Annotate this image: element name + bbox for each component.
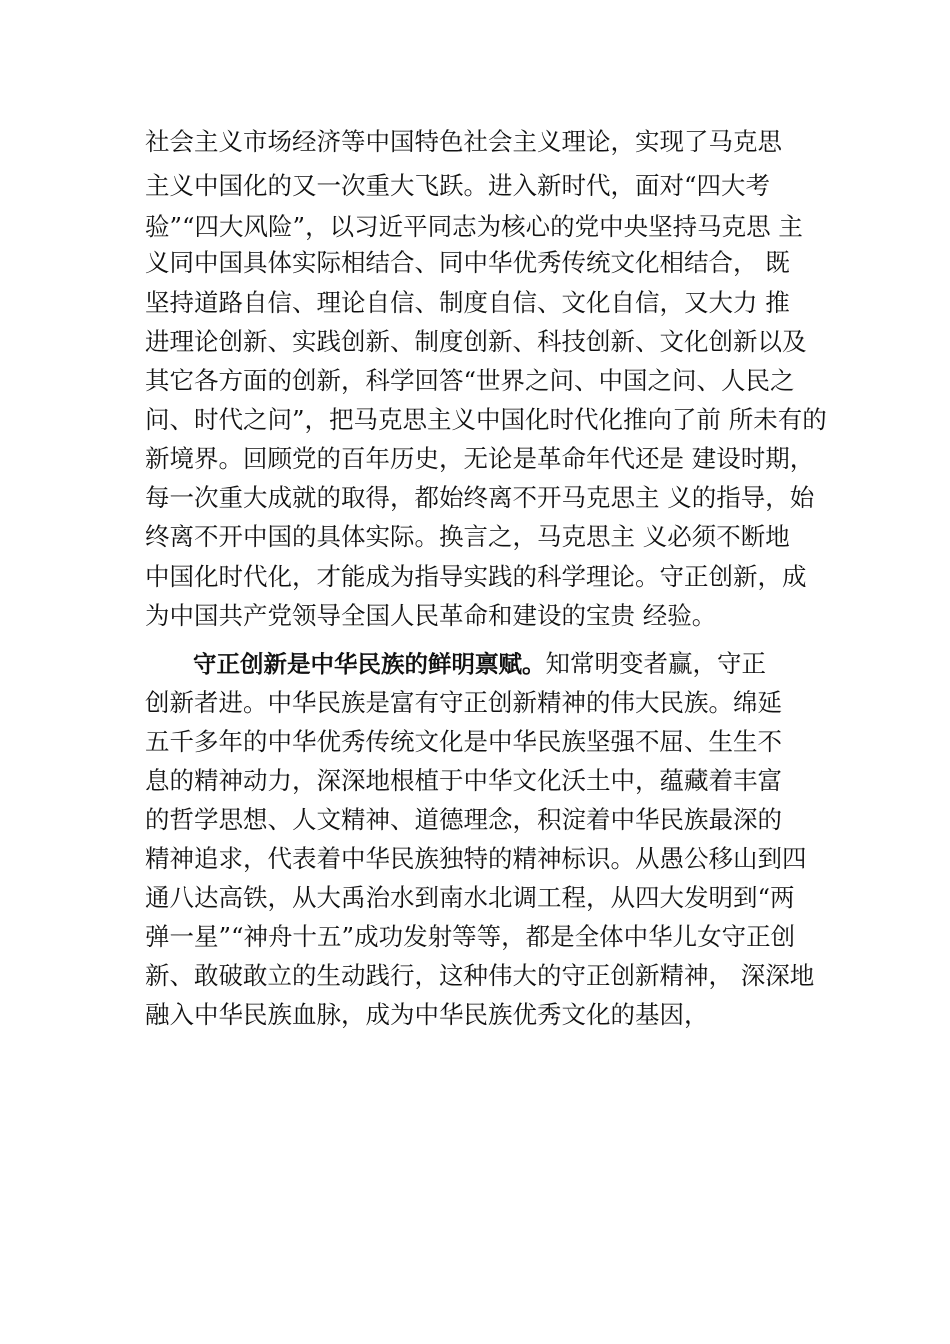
text-line: 新境界。回顾党的百年历史，无论是革命年代还是 建设时期， <box>145 444 815 473</box>
text-line: 每一次重大成就的取得，都始终离不开马克思主 义的指导，始 <box>145 483 815 512</box>
text-line: 创新者进。中华民族是富有守正创新精神的伟大民族。绵延 <box>145 688 782 717</box>
text-line: 为中国共产党领导全国人民革命和建设的宝贵 经验。 <box>145 601 717 630</box>
text-line: 终离不开中国的具体实际。换言之，马克思主 义必须不断地 <box>145 522 790 551</box>
text-line: 验”“四大风险”，以习近平同志为核心的党中央坚持马克思 主 <box>145 212 803 241</box>
text-line: 问、时代之问”，把马克思主义中国化时代化推向了前 所未有的 <box>145 405 827 434</box>
text-segment: 知常明变者赢，守正 <box>545 649 766 678</box>
paragraph-heading: 守正创新是中华民族的鲜明禀赋。 <box>193 650 546 678</box>
text-line: 通八达高铁，从大禹治水到南水北调工程，从四大发明到“两 <box>145 883 795 912</box>
text-line: 义同中国具体实际相结合、同中华优秀传统文化相结合， 既 <box>145 248 790 277</box>
text-line: 其它各方面的创新，科学回答“世界之问、中国之问、人民之 <box>145 366 795 395</box>
text-line: 五千多年的中华优秀传统文化是中华民族坚强不屈、生生不 <box>145 727 782 756</box>
text-line: 主义中国化的又一次重大飞跃。进入新时代，面对“四大考 <box>145 171 771 200</box>
text-line: 融入中华民族血脉，成为中华民族优秀文化的基因， <box>145 1000 709 1029</box>
text-line: 的哲学思想、人文精神、道德理念，积淀着中华民族最深的 <box>145 805 782 834</box>
text-line: 精神追求，代表着中华民族独特的精神标识。从愚公移山到四 <box>145 844 807 873</box>
text-line: 中国化时代化，才能成为指导实践的科学理论。守正创新，成 <box>145 562 807 591</box>
paragraph-first-line <box>193 647 766 681</box>
text-line: 进理论创新、实践创新、制度创新、科技创新、文化创新以及 <box>145 327 807 356</box>
text-line: 息的精神动力，深深地根植于中华文化沃土中，蕴藏着丰富 <box>145 766 782 795</box>
text-line: 坚持道路自信、理论自信、制度自信、文化自信，又大力 推 <box>145 288 790 317</box>
text-line: 弹一星”“神舟十五”成功发射等等，都是全体中华儿女守正创 <box>145 922 796 951</box>
text-line: 新、敢破敢立的生动践行，这种伟大的守正创新精神， 深深地 <box>145 961 815 990</box>
text-line: 社会主义市场经济等中国特色社会主义理论，实现了马克思 <box>145 127 782 156</box>
